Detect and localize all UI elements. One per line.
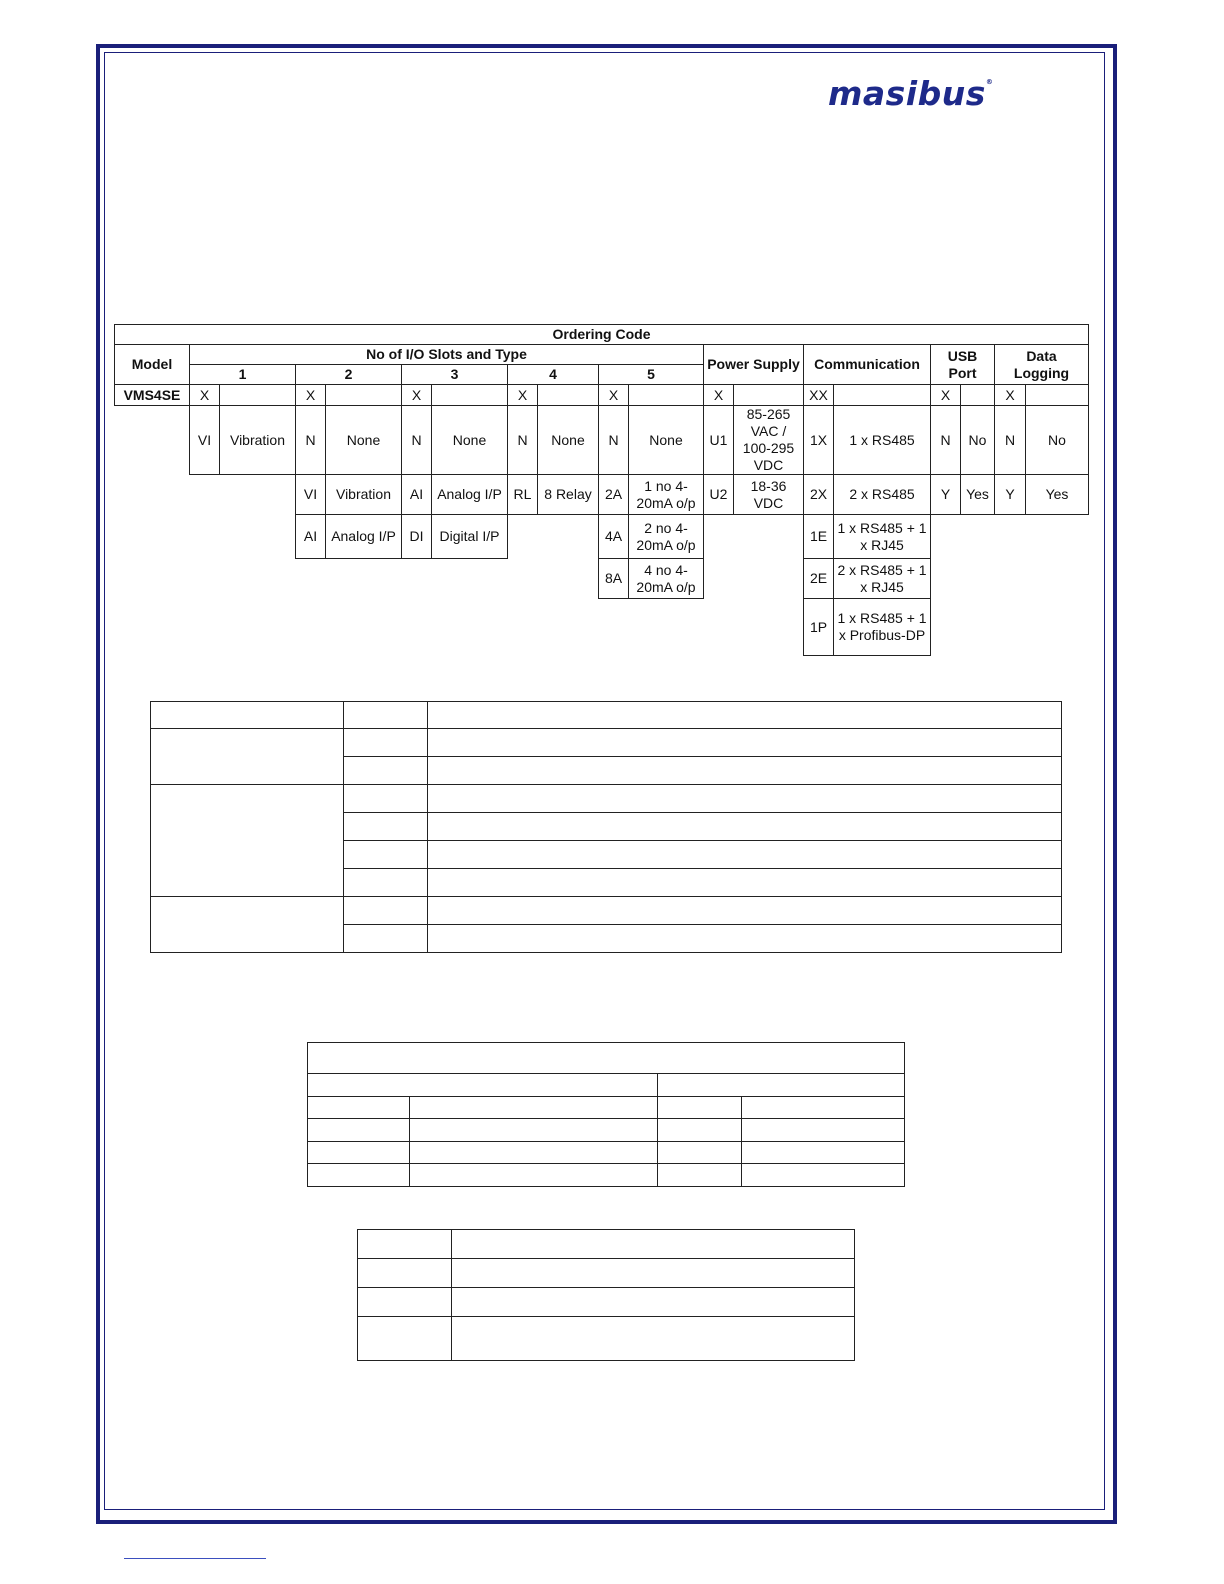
- footer-link-line: [124, 1558, 266, 1559]
- option-desc: 1 x RS485: [834, 406, 931, 475]
- placeholder-x: X: [296, 385, 326, 406]
- option-desc: Analog I/P: [432, 475, 508, 515]
- slot-5-header: 5: [599, 365, 704, 385]
- placeholder-x: X: [995, 385, 1026, 406]
- option-desc: Vibration: [326, 475, 402, 515]
- option-code: N: [508, 406, 538, 475]
- option-desc: Yes: [1026, 475, 1089, 515]
- option-desc: None: [538, 406, 599, 475]
- option-code: RL: [508, 475, 538, 515]
- option-code: N: [931, 406, 961, 475]
- option-code: AI: [296, 515, 326, 559]
- option-desc: Digital I/P: [432, 515, 508, 559]
- option-desc: 2 x RS485 + 1 x RJ45: [834, 559, 931, 599]
- option-desc: 8 Relay: [538, 475, 599, 515]
- option-desc: 2 x RS485: [834, 475, 931, 515]
- option-code: 1X: [804, 406, 834, 475]
- option-desc: 4 no 4-20mA o/p: [629, 559, 704, 599]
- option-code: AI: [402, 475, 432, 515]
- option-code: U2: [704, 475, 734, 515]
- option-code: 1P: [804, 599, 834, 656]
- option-desc: No: [1026, 406, 1089, 475]
- option-code: 2A: [599, 475, 629, 515]
- option-desc: 18-36 VDC: [734, 475, 804, 515]
- option-desc: 1 x RS485 + 1 x Profibus-DP: [834, 599, 931, 656]
- option-code: VI: [296, 475, 326, 515]
- option-code: N: [402, 406, 432, 475]
- option-code: 1E: [804, 515, 834, 559]
- placeholder-x: X: [508, 385, 538, 406]
- option-code: N: [995, 406, 1026, 475]
- option-desc: No: [961, 406, 995, 475]
- placeholder-x: X: [402, 385, 432, 406]
- option-code: VI: [190, 406, 220, 475]
- option-code: Y: [995, 475, 1026, 515]
- option-code: 2E: [804, 559, 834, 599]
- option-desc: 85-265 VAC / 100-295 VDC: [734, 406, 804, 475]
- placeholder-x: X: [931, 385, 961, 406]
- ordering-code-title: Ordering Code: [115, 325, 1089, 345]
- slot-3-header: 3: [402, 365, 508, 385]
- option-desc: Yes: [961, 475, 995, 515]
- placeholder-x: X: [190, 385, 220, 406]
- slot-4-header: 4: [508, 365, 599, 385]
- ordering-code-table: [114, 324, 1089, 656]
- option-code: N: [296, 406, 326, 475]
- placeholder-x: X: [599, 385, 629, 406]
- option-code: U1: [704, 406, 734, 475]
- option-desc: None: [629, 406, 704, 475]
- option-desc: Vibration: [220, 406, 296, 475]
- option-code: Y: [931, 475, 961, 515]
- usb-port-header: USB Port: [931, 345, 995, 385]
- slot-1-header: 1: [190, 365, 296, 385]
- empty-table-2: [307, 1042, 905, 1187]
- option-desc: 1 x RS485 + 1 x RJ45: [834, 515, 931, 559]
- option-code: 8A: [599, 559, 629, 599]
- option-code: 4A: [599, 515, 629, 559]
- model-value: VMS4SE: [115, 385, 190, 406]
- communication-header: Communication: [804, 345, 931, 385]
- empty-table-3: [357, 1229, 855, 1361]
- masibus-logo: masibus®: [828, 74, 994, 113]
- io-slots-header: No of I/O Slots and Type: [190, 345, 704, 365]
- empty-table-1: [150, 701, 1062, 953]
- option-desc: Analog I/P: [326, 515, 402, 559]
- option-desc: None: [432, 406, 508, 475]
- option-code: DI: [402, 515, 432, 559]
- data-logging-header: Data Logging: [995, 345, 1089, 385]
- option-desc: None: [326, 406, 402, 475]
- option-desc: 1 no 4-20mA o/p: [629, 475, 704, 515]
- power-supply-header: Power Supply: [704, 345, 804, 385]
- option-code: 2X: [804, 475, 834, 515]
- option-desc: 2 no 4-20mA o/p: [629, 515, 704, 559]
- placeholder-xx: XX: [804, 385, 834, 406]
- model-header: Model: [115, 345, 190, 385]
- option-code: N: [599, 406, 629, 475]
- slot-2-header: 2: [296, 365, 402, 385]
- placeholder-x: X: [704, 385, 734, 406]
